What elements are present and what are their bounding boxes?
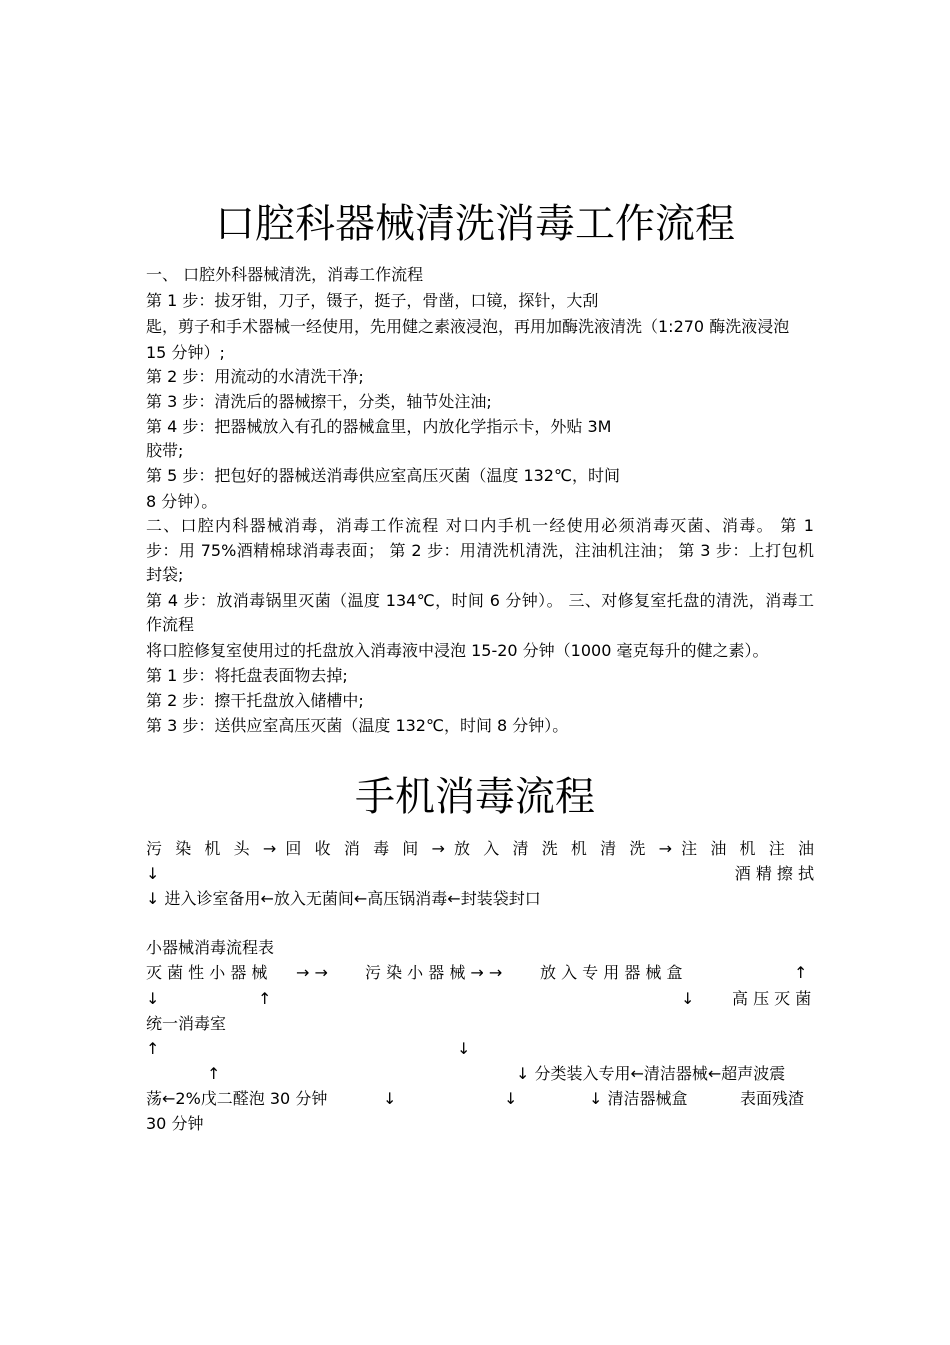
small-flow-arrow: ↓ bbox=[457, 1039, 471, 1058]
section1-step1-line1: 第 1 步：拔牙钳，刀子，镊子，挺子，骨凿，口镜，探针，大刮 bbox=[146, 291, 599, 310]
section2-line3: 封袋; bbox=[146, 565, 184, 584]
section1-step2: 第 2 步：用流动的水清洗干净; bbox=[146, 367, 364, 386]
small-flow-arrow: ↑ bbox=[258, 989, 272, 1008]
small-flow-arrow: ↓ bbox=[383, 1089, 397, 1108]
handpiece-flow-row1: 污 染 机 头 → 回 收 消 毒 间 → 放 入 清 洗 机 清 洗 → 注 油 机 注 油 bbox=[146, 839, 814, 858]
small-flow-disinfection-room: 统一消毒室 bbox=[146, 1014, 227, 1033]
section2-line1: 二、口腔内科器械消毒，消毒工作流程 对口内手机一经使用必须消毒灭菌、消毒。 第 1 bbox=[146, 516, 814, 535]
small-flow-arrow: ↑ bbox=[146, 1039, 160, 1058]
handpiece-flow-row3: ↓ 进入诊室备用←放入无菌间←高压锅消毒←封装袋封口 bbox=[146, 889, 541, 908]
small-flow-instrument-box: 放 入 专 用 器 械 盒 bbox=[540, 963, 683, 982]
small-flow-cleaning-sequence: ↓ 分类装入专用←清洁器械←超声波震 bbox=[516, 1064, 786, 1083]
small-flow-contaminated-instruments: 污 染 小 器 械 → → bbox=[365, 963, 503, 982]
section1-step4-line2: 胶带; bbox=[146, 441, 184, 460]
section2-line2: 步：用 75%酒精棉球消毒表面； 第 2 步：用清洗机清洗，注油机注油； 第 3 步：上打包机 bbox=[146, 541, 814, 560]
section3-step3: 第 3 步：送供应室高压灭菌（温度 132℃，时间 8 分钟）。 bbox=[146, 716, 569, 735]
section1-step1-line3: 15 分钟）; bbox=[146, 343, 225, 362]
small-flow-arrow: ↑ bbox=[207, 1064, 221, 1083]
handpiece-title: 手机消毒流程 bbox=[355, 774, 595, 820]
small-flow-arrow: ↓ bbox=[146, 989, 160, 1008]
section1-step5-line1: 第 5 步：把包好的器械送消毒供应室高压灭菌（温度 132℃，时间 bbox=[146, 466, 620, 485]
section2-line5: 作流程 bbox=[146, 615, 195, 634]
small-flow-duration: 30 分钟 bbox=[146, 1114, 204, 1133]
section1-heading: 一、 口腔外科器械清洗，消毒工作流程 bbox=[146, 265, 424, 284]
small-flow-autoclave: 高 压 灭 菌 bbox=[732, 989, 812, 1008]
small-flow-arrow: → → bbox=[296, 963, 328, 982]
section1-step1-line2: 匙，剪子和手术器械一经使用，先用健之素液浸泡，再用加酶洗液清洗（1:270 酶洗液浸泡 bbox=[146, 317, 790, 336]
document-title: 口腔科器械清洗消毒工作流程 bbox=[215, 201, 735, 247]
small-instrument-heading: 小器械消毒流程表 bbox=[146, 938, 275, 957]
section3-intro: 将口腔修复室使用过的托盘放入消毒液中浸泡 15-20 分钟（1000 毫克每升的健之素）。 bbox=[146, 641, 769, 660]
section3-step1: 第 1 步：将托盘表面物去掉; bbox=[146, 666, 348, 685]
section1-step5-line2: 8 分钟）。 bbox=[146, 492, 218, 511]
small-flow-sterile-instruments: 灭 菌 性 小 器 械 bbox=[146, 963, 268, 982]
handpiece-flow-row2-alcohol: 酒 精 擦 拭 bbox=[734, 864, 814, 883]
small-flow-surface-residue: 表面残渣 bbox=[740, 1089, 805, 1108]
small-flow-glutaraldehyde-soak: 荡←2%戊二醛泡 30 分钟 bbox=[146, 1089, 328, 1108]
section1-step3: 第 3 步：清洗后的器械擦干，分类，轴节处注油; bbox=[146, 392, 492, 411]
section1-step4-line1: 第 4 步：把器械放入有孔的器械盒里，内放化学指示卡，外贴 3M bbox=[146, 417, 612, 436]
small-flow-arrow: ↓ bbox=[681, 989, 695, 1008]
section3-step2: 第 2 步：擦干托盘放入储槽中; bbox=[146, 691, 364, 710]
section2-line4: 第 4 步：放消毒锅里灭菌（温度 134℃，时间 6 分钟）。 三、对修复室托盘的清洗，消毒工 bbox=[146, 591, 814, 610]
small-flow-arrow: ↑ bbox=[794, 963, 808, 982]
small-flow-arrow: ↓ bbox=[504, 1089, 518, 1108]
handpiece-flow-row2-arrow: ↓ bbox=[146, 864, 160, 883]
small-flow-clean-box: ↓ 清洁器械盒 bbox=[589, 1089, 688, 1108]
